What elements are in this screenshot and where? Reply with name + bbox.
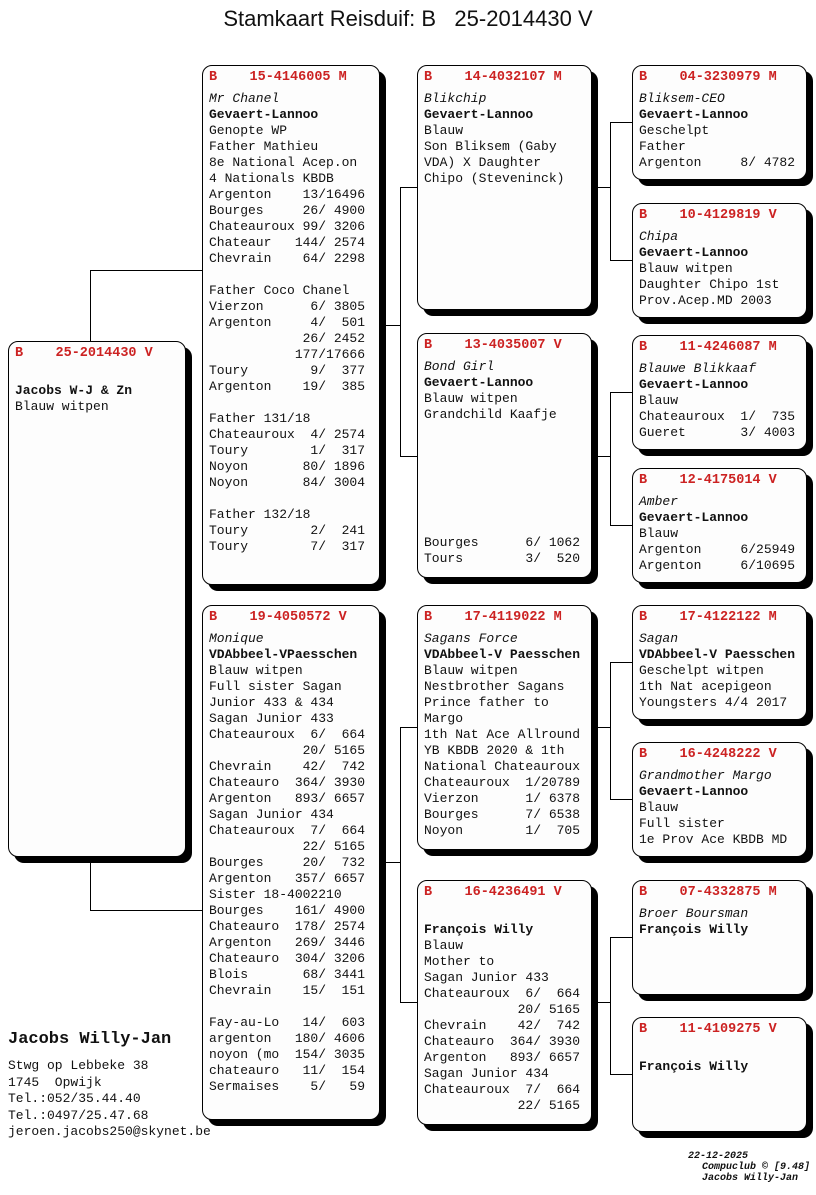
pedigree-line: Fay-au-Lo 14/ 603 [209,1015,366,1030]
pedigree-line: Gueret 3/ 4003 [639,425,796,440]
pedigree-line: Argenton 13/16496 [209,187,366,202]
pedigree-line: Argenton 269/ 3446 [209,935,366,950]
pedigree-line: Bourges 20/ 732 [209,855,366,870]
pedigree-box-grandfather-maternal [417,605,592,850]
pedigree-line: Chevrain 15/ 151 [209,983,366,998]
pedigree-box-father [202,65,380,585]
pedigree-line: Bourges 6/ 1062 [424,535,581,550]
ring-number: B 17-4119022 M [424,610,562,625]
pedigree-line: Gevaert-Lannoo [639,377,749,392]
pedigree-line: Father Mathieu [209,139,319,154]
owner-address: Stwg op Lebbeke 38 [8,1058,149,1073]
connector-line [380,325,400,326]
pedigree-line [424,455,585,471]
pedigree-line: Argenton 6/25949 [639,542,796,557]
pedigree-line [424,423,585,439]
pedigree-line [424,503,585,519]
pedigree-box-greatgrandparent-6 [632,742,807,857]
pedigree-line: Chateauroux 6/ 664 [424,986,581,1001]
connector-line [610,122,611,260]
pedigree-line: Sermaises 5/ 59 [209,1079,366,1094]
footer-date: 22-12-2025 [687,1151,748,1162]
pedigree-box-greatgrandparent-4 [632,468,807,583]
pedigree-line: Blauw [639,800,679,815]
owner-phone-1: Tel.:052/35.44.40 [8,1091,141,1106]
pedigree-line: Amber [639,494,679,509]
pedigree-line: Tours 3/ 520 [424,551,581,566]
connector-line [610,260,632,261]
pedigree-line: Noyon 1/ 705 [424,823,581,838]
pedigree-line: VDAbbeel-V Paesschen [424,647,581,662]
pedigree-line: Genopte WP [209,123,288,138]
pedigree-line: Argenton 19/ 385 [209,379,366,394]
connector-line [610,1074,632,1075]
pedigree-line: Argenton 357/ 6657 [209,871,366,886]
connector-line [400,187,417,188]
pedigree-line: 26/ 2452 [209,331,366,346]
pedigree-line: Nestbrother Sagans [424,679,565,694]
pedigree-line: Blauw witpen [15,399,109,414]
pedigree-line: Chateauro 178/ 2574 [209,919,366,934]
pedigree-line: Blauw [639,526,679,541]
ring-number: B 16-4248222 V [639,747,777,762]
connector-line [90,910,202,911]
pedigree-line: Toury 7/ 317 [209,539,366,554]
pedigree-line: Full sister Sagan [209,679,342,694]
pedigree-line: Sagan Junior 434 [209,807,334,822]
connector-line [90,857,91,910]
ring-number: B 25-2014430 V [15,346,153,361]
ring-number: B 12-4175014 V [639,473,777,488]
pedigree-line: Blauw witpen [209,663,303,678]
pedigree-line: Chipo (Steveninck) [424,171,565,186]
pedigree-line: Prov.Acep.MD 2003 [639,293,772,308]
pedigree-line: Full sister [639,816,725,831]
pedigree-box-mother [202,605,380,1120]
connector-line [90,270,202,271]
connector-line [400,187,401,456]
pedigree-line: Bliksem-CEO [639,91,725,106]
pedigree-line: Chateauroux 1/ 735 [639,409,796,424]
pedigree-line: Chateaur 144/ 2574 [209,235,366,250]
connector-line [400,727,417,728]
pedigree-box-greatgrandparent-2 [632,203,807,318]
pedigree-line: Broer Boursman [639,906,749,921]
connector-line [610,662,632,663]
connector-line [610,799,632,800]
pedigree-line: argenton 180/ 4606 [209,1031,366,1046]
owner-phone-2: Tel.:0497/25.47.68 [8,1107,149,1123]
pedigree-line: YB KBDB 2020 & 1th [424,743,565,758]
pedigree-line: François Willy [639,922,749,937]
pedigree-line: VDAbbeel-V Paesschen [639,647,796,662]
pedigree-line: Vierzon 6/ 3805 [209,299,366,314]
connector-line [380,862,400,863]
connector-line [610,525,632,526]
pedigree-box-greatgrandparent-3 [632,335,807,450]
pedigree-line: François Willy [639,1059,749,1074]
pedigree-line: Gevaert-Lannoo [639,245,749,260]
pedigree-line: Toury 1/ 317 [209,443,366,458]
owner-city: 1745 Opwijk [8,1074,102,1090]
pedigree-line: Gevaert-Lannoo [424,107,534,122]
pedigree-line: Junior 433 & 434 [209,695,334,710]
connector-line [610,392,611,525]
pedigree-line: Gevaert-Lannoo [424,375,534,390]
pedigree-line: VDA) X Daughter [424,155,542,170]
pedigree-line: Youngsters 4/4 2017 [639,695,788,710]
ring-number: B 11-4109275 V [639,1022,777,1037]
pedigree-line: 22/ 5165 [424,1098,581,1113]
pedigree-box-greatgrandparent-7 [632,880,807,995]
page-title: Stamkaart Reisduif: B 25-2014430 V [223,6,593,31]
pedigree-line: Sagan Junior 433 [209,711,334,726]
pedigree-line: Gevaert-Lannoo [639,784,749,799]
pedigree-line: Sister 18-4002210 [209,887,342,902]
pedigree-line: Mother to [424,954,495,969]
pedigree-line: 8e National Acep.on [209,155,358,170]
pedigree-line: 4 Nationals KBDB [209,171,334,186]
ring-number: B 16-4236491 V [424,885,562,900]
pedigree-line: Blauw witpen [424,663,518,678]
pedigree-line [209,491,373,507]
pedigree-line: Blois 68/ 3441 [209,967,366,982]
pedigree-box-grandmother-paternal [417,333,592,578]
connector-line [400,1002,417,1003]
ring-number: B 11-4246087 M [639,340,777,355]
pedigree-line: 20/ 5165 [209,743,366,758]
pedigree-box-grandfather-paternal [417,65,592,310]
pedigree-line: Blauw [424,938,464,953]
pedigree-line: chateauro 11/ 154 [209,1063,366,1078]
pedigree-line: Chateauroux 7/ 664 [209,823,366,838]
pedigree-line: Gevaert-Lannoo [639,510,749,525]
owner-email: jeroen.jacobs250@skynet.be [8,1124,211,1139]
pedigree-line [424,487,585,503]
pedigree-line: Sagans Force [424,631,518,646]
pedigree-line [424,519,585,535]
pedigree-line: Chevrain 64/ 2298 [209,251,366,266]
ring-number: B 13-4035007 V [424,338,562,353]
pedigree-line: 22/ 5165 [209,839,366,854]
pedigree-line: Son Bliksem (Gaby [424,139,557,154]
pedigree-line: Blauw witpen [424,391,518,406]
footer-credit: Jacobs Willy-Jan [701,1173,798,1184]
pedigree-line: Chateauro 364/ 3930 [424,1034,581,1049]
pedigree-line: Sagan Junior 434 [424,1066,549,1081]
pedigree-line: Chateauroux 7/ 664 [424,1082,581,1097]
pedigree-box-greatgrandparent-1 [632,65,807,180]
pedigree-line: Prince father to [424,695,549,710]
connector-line [592,727,610,728]
pedigree-line [424,471,585,487]
pedigree-line: Toury 9/ 377 [209,363,366,378]
pedigree-line: Blauwe Blikkaaf [639,361,757,376]
pedigree-line [639,1043,800,1059]
pedigree-line [209,267,373,283]
pedigree-line: Father 131/18 [209,411,311,426]
pedigree-line: Gevaert-Lannoo [209,107,319,122]
connector-line [592,1002,610,1003]
ring-number: B 10-4129819 V [639,208,777,223]
pedigree-line: Toury 2/ 241 [209,523,366,538]
pedigree-line: Argenton 6/10695 [639,558,796,573]
pedigree-box-subject [8,341,186,857]
connector-line [592,187,610,188]
pedigree-line: VDAbbeel-VPaesschen [209,647,358,662]
pedigree-line: Argenton 893/ 6657 [209,791,366,806]
ring-number: B 19-4050572 V [209,610,347,625]
pedigree-line: 20/ 5165 [424,1002,581,1017]
pedigree-line: Gevaert-Lannoo [639,107,749,122]
ring-number: B 15-4146005 M [209,70,347,85]
pedigree-line: Bourges 26/ 4900 [209,203,366,218]
connector-line [610,122,632,123]
connector-line [400,456,417,457]
pedigree-line: Chateauro 364/ 3930 [209,775,366,790]
pedigree-line: Father Coco Chanel [209,283,350,298]
pedigree-line [15,367,179,383]
pedigree-line [424,906,585,922]
pedigree-line: Geschelpt witpen [639,663,764,678]
pedigree-line: Father [639,139,686,154]
pedigree-line: Monique [209,631,264,646]
pedigree-line: noyon (mo 154/ 3035 [209,1047,366,1062]
pedigree-line: Chateauroux 1/20789 [424,775,581,790]
pedigree-line: Noyon 84/ 3004 [209,475,366,490]
pedigree-line: Grandchild Kaafje [424,407,557,422]
connector-line [90,270,91,341]
connector-line [610,392,632,393]
pedigree-line: Daughter Chipo 1st [639,277,780,292]
ring-number: B 17-4122122 M [639,610,777,625]
pedigree-line: 1e Prov Ace KBDB MD [639,832,788,847]
pedigree-line: Bond Girl [424,359,495,374]
pedigree-line: Argenton 4/ 501 [209,315,366,330]
pedigree-line: Chateauro 304/ 3206 [209,951,366,966]
pedigree-line: Mr Chanel [209,91,280,106]
connector-line [400,727,401,1002]
pedigree-line: Argenton 8/ 4782 [639,155,796,170]
connector-line [592,456,610,457]
pedigree-line: Vierzon 1/ 6378 [424,791,581,806]
ring-number: B 04-3230979 M [639,70,777,85]
pedigree-line: Margo [424,711,464,726]
connector-line [610,937,632,938]
pedigree-line: François Willy [424,922,534,937]
connector-line [610,662,611,799]
footer [664,1140,810,1195]
pedigree-line: Sagan Junior 433 [424,970,549,985]
pedigree-line: Jacobs W-J & Zn [15,383,133,398]
pedigree-line: 1th Nat Ace Allround [424,727,581,742]
pedigree-line [209,999,373,1015]
pedigree-line: Blikchip [424,91,487,106]
pedigree-line: Bourges 161/ 4900 [209,903,366,918]
pedigree-line: Chateauroux 6/ 664 [209,727,366,742]
pedigree-line: Chateauroux 99/ 3206 [209,219,366,234]
pedigree-box-grandmother-maternal [417,880,592,1125]
pedigree-line: 1th Nat acepigeon [639,679,772,694]
pedigree-line: Chipa [639,229,679,244]
pedigree-line: Sagan [639,631,679,646]
pedigree-line: Blauw [639,393,679,408]
pedigree-line: Bourges 7/ 6538 [424,807,581,822]
pedigree-line: Chevrain 42/ 742 [209,759,366,774]
owner-name: Jacobs Willy-Jan [8,1030,172,1049]
pedigree-line [209,395,373,411]
pedigree-line: Noyon 80/ 1896 [209,459,366,474]
pedigree-box-greatgrandparent-5 [632,605,807,720]
connector-line [610,937,611,1074]
pedigree-line: Geschelpt [639,123,710,138]
pedigree-line: Father 132/18 [209,507,311,522]
pedigree-line: National Chateauroux [424,759,581,774]
pedigree-line [424,439,585,455]
owner-info [8,1030,211,1141]
pedigree-line: Chevrain 42/ 742 [424,1018,581,1033]
pedigree-line: Blauw [424,123,464,138]
pedigree-line: 177/17666 [209,347,366,362]
ring-number: B 07-4332875 M [639,885,777,900]
pedigree-line: Grandmother Margo [639,768,772,783]
pedigree-line: Blauw witpen [639,261,733,276]
ring-number: B 14-4032107 M [424,70,562,85]
pedigree-box-greatgrandparent-8 [632,1017,807,1132]
pedigree-line: Argenton 893/ 6657 [424,1050,581,1065]
footer-program: Compuclub © [9.48] [701,1162,810,1173]
pedigree-line: Chateauroux 4/ 2574 [209,427,366,442]
